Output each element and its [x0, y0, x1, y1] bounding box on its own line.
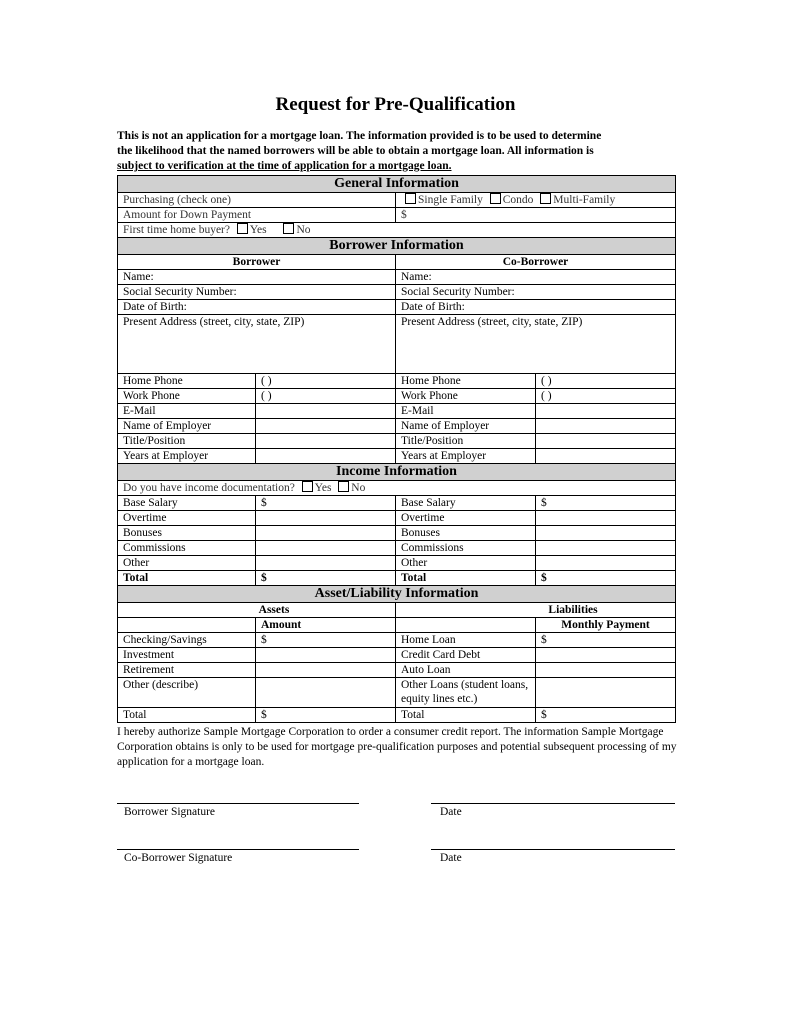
coborrower-work-phone-label: Work Phone: [396, 389, 536, 404]
coborrower-income-total-field[interactable]: $: [536, 571, 676, 586]
coborrower-work-phone-field[interactable]: ( ): [536, 389, 676, 404]
other-assets-label: Other (describe): [118, 678, 256, 708]
purchasing-label: Purchasing (check one): [118, 193, 396, 208]
coborrower-commissions-label: Commissions: [396, 541, 536, 556]
borrower-other-income-label: Other: [118, 556, 256, 571]
home-loan-label: Home Loan: [396, 633, 536, 648]
borrower-title-label: Title/Position: [118, 434, 256, 449]
coborrower-email-field[interactable]: [536, 404, 676, 419]
borrower-signature-label: Borrower Signature: [124, 806, 216, 818]
liabilities-blank-header: [396, 618, 536, 633]
retirement-field[interactable]: [256, 663, 396, 678]
liabilities-total-label: Total: [396, 708, 536, 723]
borrower-years-label: Years at Employer: [118, 449, 256, 464]
home-loan-field[interactable]: $: [536, 633, 676, 648]
other-loans-field[interactable]: [536, 678, 676, 708]
income-documentation-label: Do you have income documentation?: [123, 482, 295, 494]
borrower-ssn-field[interactable]: Social Security Number:: [118, 285, 396, 300]
coborrower-home-phone-label: Home Phone: [396, 374, 536, 389]
borrower-income-total-label: Total: [118, 571, 256, 586]
coborrower-overtime-label: Overtime: [396, 511, 536, 526]
coborrower-title-field[interactable]: [536, 434, 676, 449]
borrower-work-phone-field[interactable]: ( ): [256, 389, 396, 404]
coborrower-address-field[interactable]: Present Address (street, city, state, ZIP): [396, 315, 676, 374]
borrower-years-field[interactable]: [256, 449, 396, 464]
retirement-label: Retirement: [118, 663, 256, 678]
coborrower-employer-label: Name of Employer: [396, 419, 536, 434]
investment-field[interactable]: [256, 648, 396, 663]
assets-total-field[interactable]: $: [256, 708, 396, 723]
coborrower-email-label: E-Mail: [396, 404, 536, 419]
coborrower-commissions-field[interactable]: [536, 541, 676, 556]
multi-family-label: Multi-Family: [553, 194, 616, 206]
coborrower-signature-line[interactable]: [117, 849, 359, 850]
income-information-heading: Income Information: [118, 464, 676, 481]
coborrower-years-field[interactable]: [536, 449, 676, 464]
first-time-no-label: No: [296, 224, 311, 236]
multi-family-checkbox[interactable]: [540, 193, 551, 204]
other-loans-label: Other Loans (student loans, equity lines etc.): [396, 678, 536, 708]
income-documentation-row: [118, 481, 676, 496]
coborrower-title-label: Title/Position: [396, 434, 536, 449]
borrower-date-label: Date: [440, 806, 462, 818]
coborrower-name-field[interactable]: Name:: [396, 270, 676, 285]
intro-line: the likelihood that the named borrowers will be able to obtain a mortgage loan. All information is: [117, 145, 594, 157]
intro-line: subject to verification at the time of application for a mortgage loan.: [117, 160, 452, 172]
borrower-overtime-label: Overtime: [118, 511, 256, 526]
assets-blank-header: [118, 618, 256, 633]
coborrower-date-line[interactable]: [431, 849, 675, 850]
documentation-no-checkbox[interactable]: [338, 481, 349, 492]
down-payment-label: Amount for Down Payment: [118, 208, 396, 223]
coborrower-other-income-field[interactable]: [536, 556, 676, 571]
condo-label: Condo: [502, 194, 534, 206]
coborrower-ssn-field[interactable]: Social Security Number:: [396, 285, 676, 300]
coborrower-home-phone-field[interactable]: ( ): [536, 374, 676, 389]
borrower-base-salary-label: Base Salary: [118, 496, 256, 511]
borrower-address-field[interactable]: Present Address (street, city, state, ZIP): [118, 315, 396, 374]
borrower-email-field[interactable]: [256, 404, 396, 419]
purchasing-options: [396, 193, 676, 208]
coborrower-column-header: Co-Borrower: [396, 255, 676, 270]
borrower-work-phone-label: Work Phone: [118, 389, 256, 404]
borrower-dob-field[interactable]: Date of Birth:: [118, 300, 396, 315]
borrower-overtime-field[interactable]: [256, 511, 396, 526]
page-title: Request for Pre-Qualification: [275, 94, 516, 115]
asset-liability-heading: Asset/Liability Information: [118, 586, 676, 603]
first-time-yes-checkbox[interactable]: [237, 223, 248, 234]
borrower-home-phone-field[interactable]: ( ): [256, 374, 396, 389]
auto-loan-label: Auto Loan: [396, 663, 536, 678]
coborrower-other-income-label: Other: [396, 556, 536, 571]
borrower-title-field[interactable]: [256, 434, 396, 449]
pre-qualification-form: [117, 175, 676, 723]
amount-column-header: Amount: [256, 618, 396, 633]
borrower-income-total-field[interactable]: $: [256, 571, 396, 586]
borrower-email-label: E-Mail: [118, 404, 256, 419]
credit-card-debt-field[interactable]: [536, 648, 676, 663]
coborrower-years-label: Years at Employer: [396, 449, 536, 464]
coborrower-dob-field[interactable]: Date of Birth:: [396, 300, 676, 315]
liabilities-total-field[interactable]: $: [536, 708, 676, 723]
checking-savings-label: Checking/Savings: [118, 633, 256, 648]
assets-total-label: Total: [118, 708, 256, 723]
coborrower-signature-label: Co-Borrower Signature: [124, 852, 233, 864]
coborrower-employer-field[interactable]: [536, 419, 676, 434]
credit-card-debt-label: Credit Card Debt: [396, 648, 536, 663]
coborrower-overtime-field[interactable]: [536, 511, 676, 526]
single-family-checkbox[interactable]: [405, 193, 416, 204]
borrower-signature-line[interactable]: [117, 803, 359, 804]
general-information-heading: General Information: [118, 176, 676, 193]
borrower-bonuses-label: Bonuses: [118, 526, 256, 541]
documentation-yes-label: Yes: [314, 482, 332, 494]
liabilities-column-header: Liabilities: [396, 603, 676, 618]
borrower-commissions-label: Commissions: [118, 541, 256, 556]
coborrower-bonuses-field[interactable]: [536, 526, 676, 541]
borrower-bonuses-field[interactable]: [256, 526, 396, 541]
first-time-no-checkbox[interactable]: [283, 223, 294, 234]
investment-label: Investment: [118, 648, 256, 663]
borrower-home-phone-label: Home Phone: [118, 374, 256, 389]
first-time-buyer-label: First time home buyer?: [123, 224, 230, 236]
borrower-employer-field[interactable]: [256, 419, 396, 434]
checking-savings-field[interactable]: $: [256, 633, 396, 648]
auto-loan-field[interactable]: [536, 663, 676, 678]
single-family-label: Single Family: [418, 194, 483, 206]
authorization-statement: I hereby authorize Sample Mortgage Corporation to order a consumer credit report. The information Sample Mortgage Corporation obtains is only to be used for mortgage pre-qualification purposes and potential subsequent processing of my application for a mortgage loan.: [117, 726, 677, 768]
intro-line: This is not an application for a mortgage loan. The information provided is to be used to determine: [117, 130, 602, 142]
monthly-payment-column-header: Monthly Payment: [536, 618, 676, 633]
borrower-column-header: Borrower: [118, 255, 396, 270]
documentation-yes-checkbox[interactable]: [302, 481, 313, 492]
borrower-other-income-field[interactable]: [256, 556, 396, 571]
down-payment-field[interactable]: $: [396, 208, 676, 223]
assets-column-header: Assets: [118, 603, 396, 618]
borrower-employer-label: Name of Employer: [118, 419, 256, 434]
borrower-date-line[interactable]: [431, 803, 675, 804]
first-time-yes-label: Yes: [249, 224, 267, 236]
first-time-buyer-row: [118, 223, 676, 238]
coborrower-bonuses-label: Bonuses: [396, 526, 536, 541]
other-assets-field[interactable]: [256, 678, 396, 708]
coborrower-date-label: Date: [440, 852, 462, 864]
coborrower-base-salary-label: Base Salary: [396, 496, 536, 511]
documentation-no-label: No: [351, 482, 366, 494]
coborrower-income-total-label: Total: [396, 571, 536, 586]
borrower-base-salary-field[interactable]: $: [256, 496, 396, 511]
condo-checkbox[interactable]: [490, 193, 501, 204]
borrower-name-field[interactable]: Name:: [118, 270, 396, 285]
coborrower-base-salary-field[interactable]: $: [536, 496, 676, 511]
borrower-information-heading: Borrower Information: [118, 238, 676, 255]
intro-notice: [117, 129, 677, 174]
borrower-commissions-field[interactable]: [256, 541, 396, 556]
